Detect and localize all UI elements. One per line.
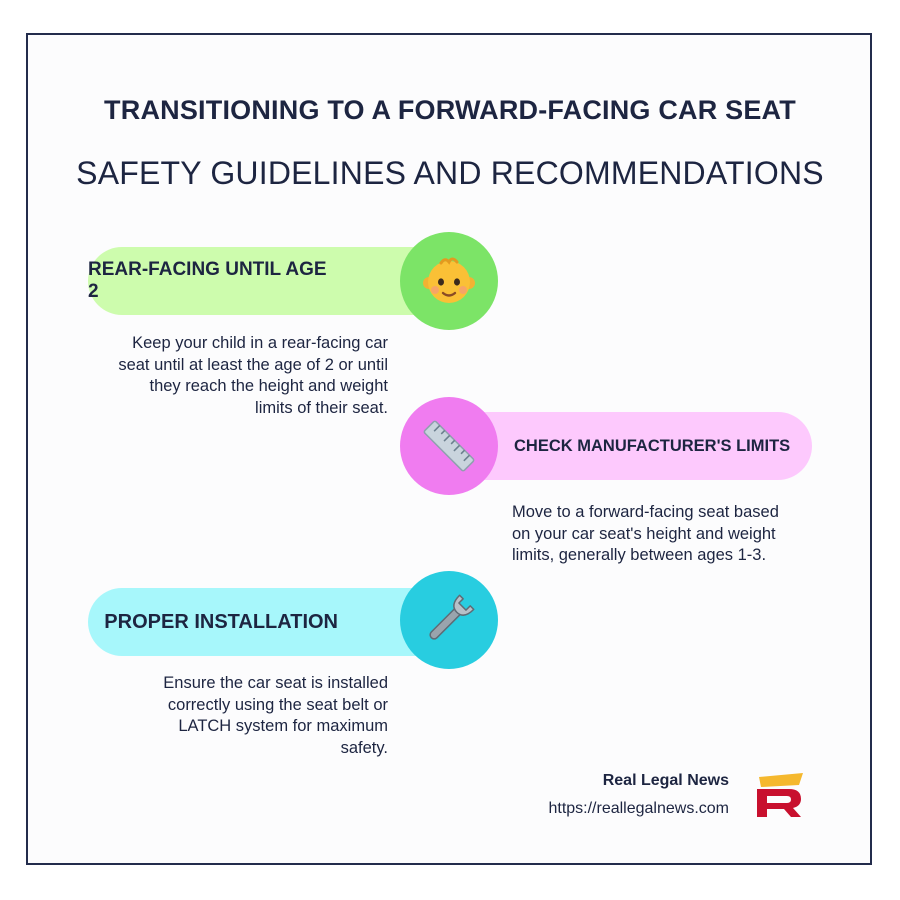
step-3-description: Ensure the car seat is installed correctly using the seat belt or LATCH system for maximum safety. <box>163 674 388 757</box>
step-3-icon-circle <box>400 571 498 669</box>
step-3-pill <box>88 588 448 656</box>
brand-name: Real Legal News <box>602 772 729 789</box>
step-2-heading: CHECK MANUFACTURER'S LIMITS <box>514 436 791 455</box>
page-subtitle: SAFETY GUIDELINES AND RECOMMENDATIONS <box>76 155 824 191</box>
step-2-description: Move to a forward-facing seat based on your car seat's height and weight limits, generally between ages 1-3. <box>512 503 779 564</box>
step-3-heading: PROPER INSTALLATION <box>104 610 338 633</box>
ruler-icon <box>419 416 479 476</box>
step-1-heading: REAR-FACING UNTIL AGE 2 <box>88 259 327 302</box>
page-title: TRANSITIONING TO A FORWARD-FACING CAR SEAT <box>104 95 796 125</box>
step-2-icon-circle <box>400 397 498 495</box>
baby-face-icon <box>421 253 477 309</box>
brand-url-link[interactable]: https://reallegalnews.com <box>548 800 729 817</box>
step-1-icon-circle <box>400 232 498 330</box>
wrench-icon <box>420 591 478 649</box>
real-legal-news-logo-icon <box>755 771 807 818</box>
step-1-pill <box>88 247 448 315</box>
step-1-description: Keep your child in a rear-facing car seat until at least the age of 2 or until they reach the height and weight limits of their seat. <box>118 334 388 417</box>
